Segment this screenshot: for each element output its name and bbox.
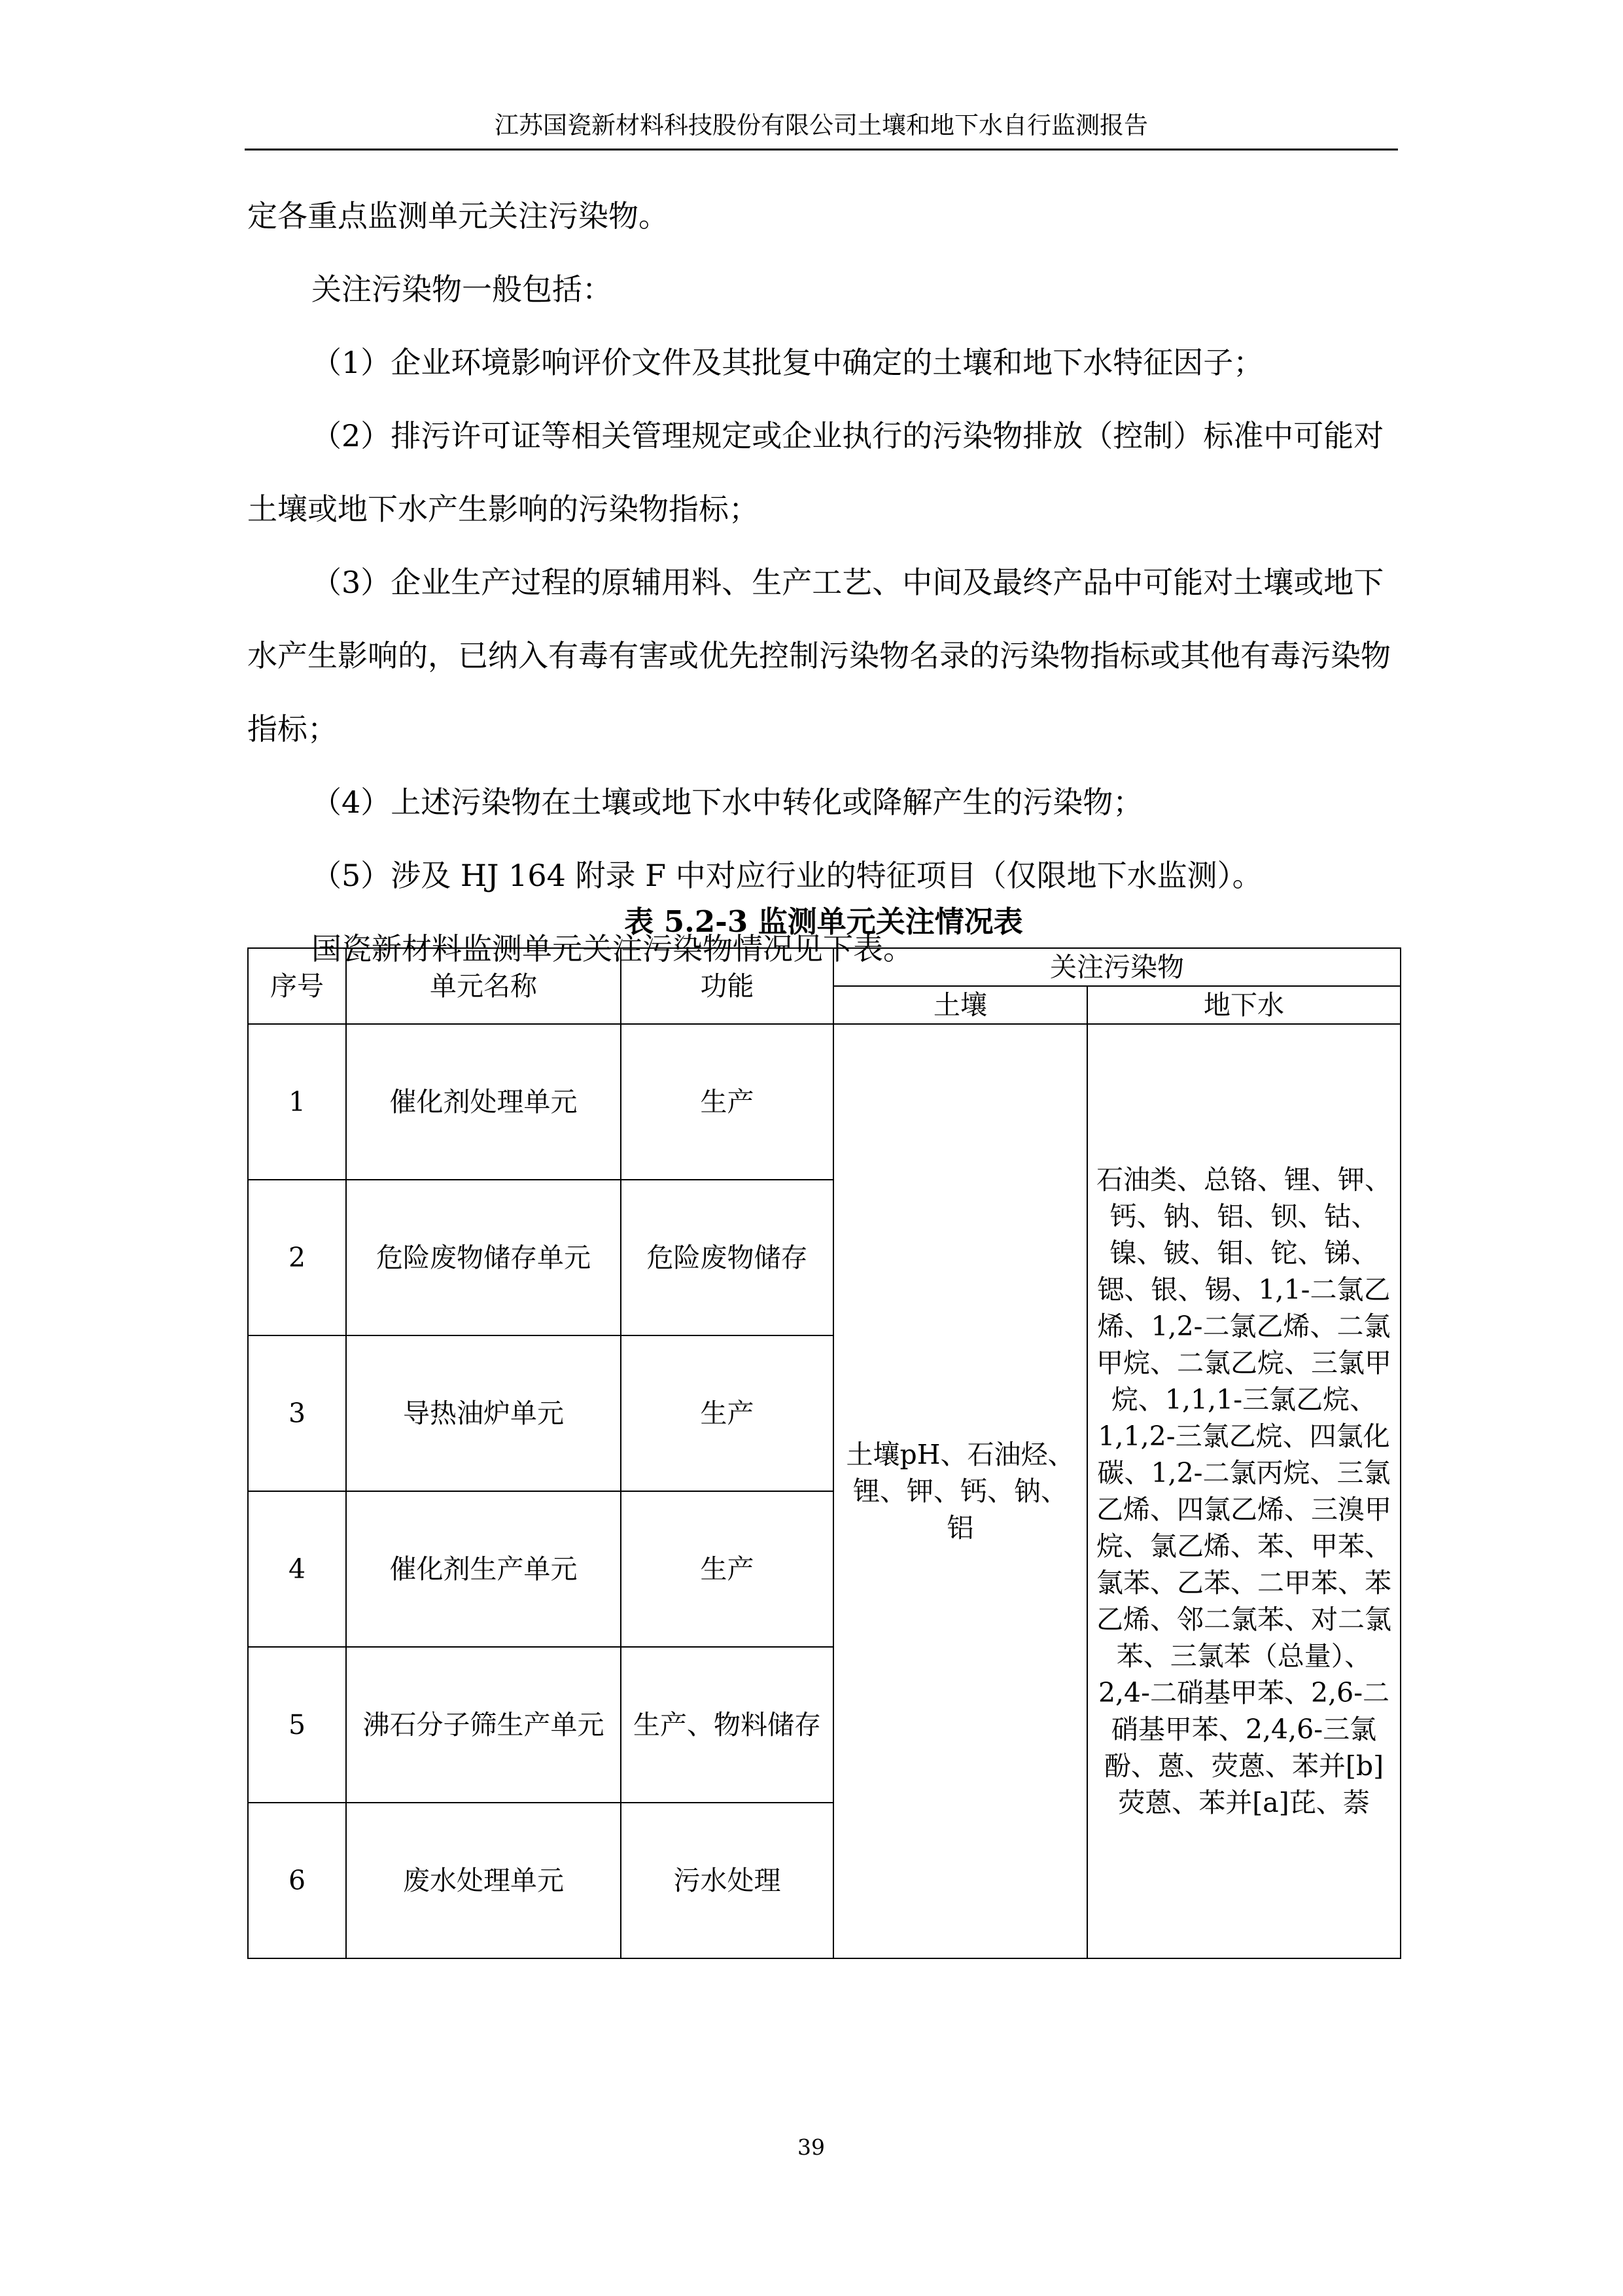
row-seq: 1 <box>248 1024 346 1180</box>
paragraph-2: （1）企业环境影响评价文件及其批复中确定的土壤和地下水特征因子； <box>311 345 1264 380</box>
paragraph-3: （2）排污许可证等相关管理规定或企业执行的污染物排放（控制）标准中可能对土壤或地下水产生影响的污染物指标； <box>247 418 1384 527</box>
row-function: 生产 <box>621 1024 833 1180</box>
page-number: 39 <box>797 2134 825 2160</box>
row-unit-name: 沸石分子筛生产单元 <box>346 1647 621 1803</box>
groundwater-pollutants: 石油类、总铬、锂、钾、钙、钠、铝、钡、钴、镍、铍、钼、铊、锑、锶、银、锡、1,1-二氯乙烯、1,2-二氯乙烯、二氯甲烷、二氯乙烷、三氯甲烷、1,1,1-三氯乙烷、1,1,2-三氯乙烷、四氯化碳、1,2-二氯丙烷、三氯乙烯、四氯乙烯、三溴甲烷、氯乙烯、苯、甲苯、氯苯、乙苯、二甲苯、苯乙烯、邻二氯苯、对二氯苯、三氯苯（总量）、2,4-二硝基甲苯、2,6-二硝基甲苯、2,4,6-三氯酚、蒽、荧蒽、苯并[b]荧蒽、苯并[a]芘、萘 <box>1087 1024 1401 1958</box>
header-soil: 土壤 <box>833 986 1087 1024</box>
paragraph-1: 关注污染物一般包括： <box>311 272 612 307</box>
page-header: 江苏国瓷新材料科技股份有限公司土壤和地下水自行监测报告 <box>495 111 1148 139</box>
header-function: 功能 <box>621 948 833 1024</box>
row-function: 生产、物料储存 <box>621 1647 833 1803</box>
row-unit-name: 催化剂处理单元 <box>346 1024 621 1180</box>
row-seq: 6 <box>248 1803 346 1958</box>
table-header-row <box>248 948 1401 986</box>
paragraph-7: 国瓷新材料监测单元关注污染物情况见下表。 <box>311 931 913 966</box>
paragraph-0: 定各重点监测单元关注污染物。 <box>247 198 669 234</box>
table-row <box>248 1024 1401 1180</box>
row-function: 生产 <box>621 1491 833 1647</box>
row-seq: 2 <box>248 1180 346 1335</box>
header-seq: 序号 <box>248 948 346 1024</box>
monitoring-unit-table <box>247 947 1401 1959</box>
header-divider <box>245 149 1398 150</box>
row-unit-name: 催化剂生产单元 <box>346 1491 621 1647</box>
row-seq: 4 <box>248 1491 346 1647</box>
row-function: 危险废物储存 <box>621 1180 833 1335</box>
paragraph-6: （5）涉及 HJ 164 附录 F 中对应行业的特征项目（仅限地下水监测）。 <box>311 858 1263 893</box>
paragraph-4: （3）企业生产过程的原辅用料、生产工艺、中间及最终产品中可能对土壤或地下水产生影响的，已纳入有毒有害或优先控制污染物名录的污染物指标或其他有毒污染物指标； <box>247 565 1391 747</box>
row-unit-name: 危险废物储存单元 <box>346 1180 621 1335</box>
row-unit-name: 废水处理单元 <box>346 1803 621 1958</box>
table-caption: 表 5.2-3 监测单元关注情况表 <box>624 904 1023 939</box>
row-seq: 5 <box>248 1647 346 1803</box>
header-groundwater: 地下水 <box>1087 986 1401 1024</box>
header-pollutants: 关注污染物 <box>833 948 1401 986</box>
row-unit-name: 导热油炉单元 <box>346 1335 621 1491</box>
paragraph-5: （4）上述污染物在土壤或地下水中转化或降解产生的污染物； <box>311 785 1143 820</box>
soil-pollutants: 土壤pH、石油烃、锂、钾、钙、钠、铝 <box>833 1024 1087 1958</box>
header-unit-name: 单元名称 <box>346 948 621 1024</box>
row-seq: 3 <box>248 1335 346 1491</box>
row-function: 污水处理 <box>621 1803 833 1958</box>
row-function: 生产 <box>621 1335 833 1491</box>
